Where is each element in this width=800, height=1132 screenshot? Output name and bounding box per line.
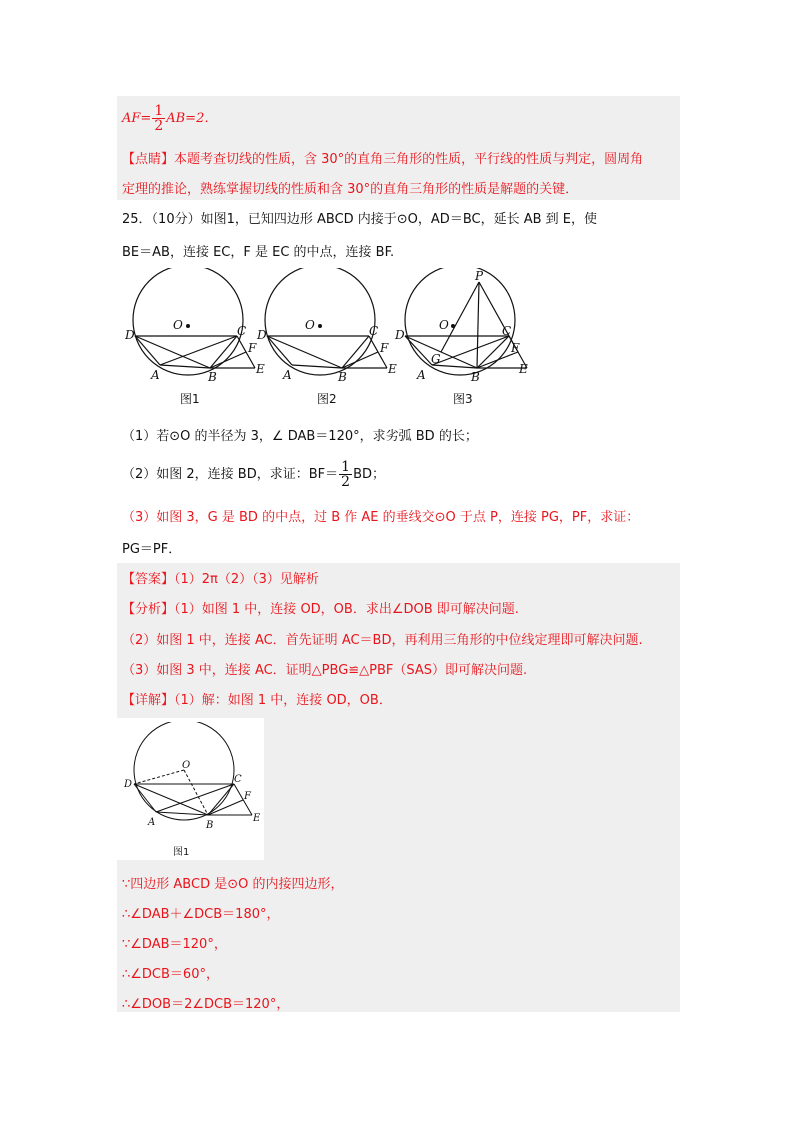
problem-stem-1: 25．（10分）如图1，已知四边形 ABCD 内接于⊙O，AD＝BC，延长 AB 到 E，使 [122,212,598,227]
step-1: ∵四边形 ABCD 是⊙O 的内接四边形， [122,877,344,892]
step-2: ∴∠DAB＋∠DCB＝180°， [122,907,280,922]
label-e-fig2: E [388,362,397,376]
question-1: （1）若⊙O 的半径为 3，∠ DAB＝120°，求劣弧 BD 的长； [122,429,478,444]
label-c-fig2: C [369,324,379,338]
label-e-fig3: E [519,362,528,376]
af-equation [122,104,217,133]
label-d-fig2: D [257,328,267,342]
label-c-fig3: C [502,324,512,338]
af-suffix: AB=2． [166,111,218,126]
label-c-fig1: C [237,324,247,338]
question-3: （3）如图 3，G 是 BD 的中点，过 B 作 AE 的垂线交⊙O 于点 P，连接 PG，PF，求证： [122,510,640,525]
label-g-fig3: G [431,352,441,366]
label-o-fig1: O [173,318,183,332]
label-d-fig3: D [395,328,405,342]
figure-3-diagram [405,268,527,375]
analysis-line-1: 【分析】（1）如图 1 中，连接 OD，OB．求出∠DOB 即可解决问题. [122,602,519,617]
dianjing-line2: 定理的推论，熟练掌握切线的性质和含 30°的直角三角形的性质是解题的关键． [122,182,579,197]
dianjing-line1: 【点睛】本题考查切线的性质，含 30°的直角三角形的性质，平行线的性质与判定，圆周角 [122,152,644,167]
sol-label-d: D [124,779,133,790]
answer-line: 【答案】（1）2π（2）（3）见解析 [122,572,319,587]
label-a-fig2: A [283,368,292,382]
label-b-fig1: B [208,370,217,384]
detail-line: 【详解】（1）解：如图 1 中，连接 OD，OB． [122,693,392,708]
solution-figure-caption: 图1 [173,847,190,858]
label-e-fig1: E [256,362,265,376]
step-4: ∴∠DCB＝60°， [122,967,219,982]
figure-1-caption: 图1 [180,392,200,406]
figure-2-caption: 图2 [317,392,337,406]
analysis-line-3: （3）如图 3 中，连接 AC．证明△PBG≌△PBF（SAS）即可解决问题. [122,663,528,678]
label-f-fig2: F [380,341,389,355]
fraction-half: $\frac{1}{2}$ [154,103,164,134]
label-d-fig1: D [125,328,135,342]
label-o-fig2: O [305,318,315,332]
label-f-fig3: F [511,341,520,355]
af-prefix: AF= [122,111,152,126]
label-o-fig3: O [439,318,449,332]
problem-figures [125,268,545,410]
label-a-fig1: A [151,368,160,382]
question-3-cont: PG＝PF． [122,542,182,557]
question-2-suffix: BD； [353,467,385,482]
analysis-line-2: （2）如图 1 中，连接 AC．首先证明 AC＝BD，再利用三角形的中位线定理即可解决问题. [122,633,643,648]
sol-label-c: C [234,774,242,785]
label-p-fig3: P [475,269,484,283]
label-b-fig3: B [471,370,480,384]
sol-label-o: O [182,760,191,771]
step-3: ∵∠DAB＝120°， [122,937,227,952]
label-a-fig3: A [417,368,426,382]
fraction-half-q2: $\frac{1}{2}$ [341,459,351,490]
sol-label-f: F [244,791,251,802]
problem-stem-2: BE＝AB，连接 EC，F 是 EC 的中点，连接 BF. [122,245,395,260]
label-f-fig1: F [248,341,257,355]
step-5: ∴∠DOB＝2∠DCB＝120°， [122,997,290,1012]
question-2 [122,460,385,490]
sol-label-b: B [206,820,214,831]
figure-3-caption: 图3 [453,392,473,406]
sol-label-e: E [253,813,261,824]
figure-2-diagram [265,268,387,375]
solution-figure-1 [120,722,265,858]
sol-label-a: A [148,817,156,828]
label-b-fig2: B [338,370,347,384]
figure-1-diagram [133,268,255,375]
question-2-prefix: （2）如图 2，连接 BD，求证：BF＝ [122,467,339,482]
